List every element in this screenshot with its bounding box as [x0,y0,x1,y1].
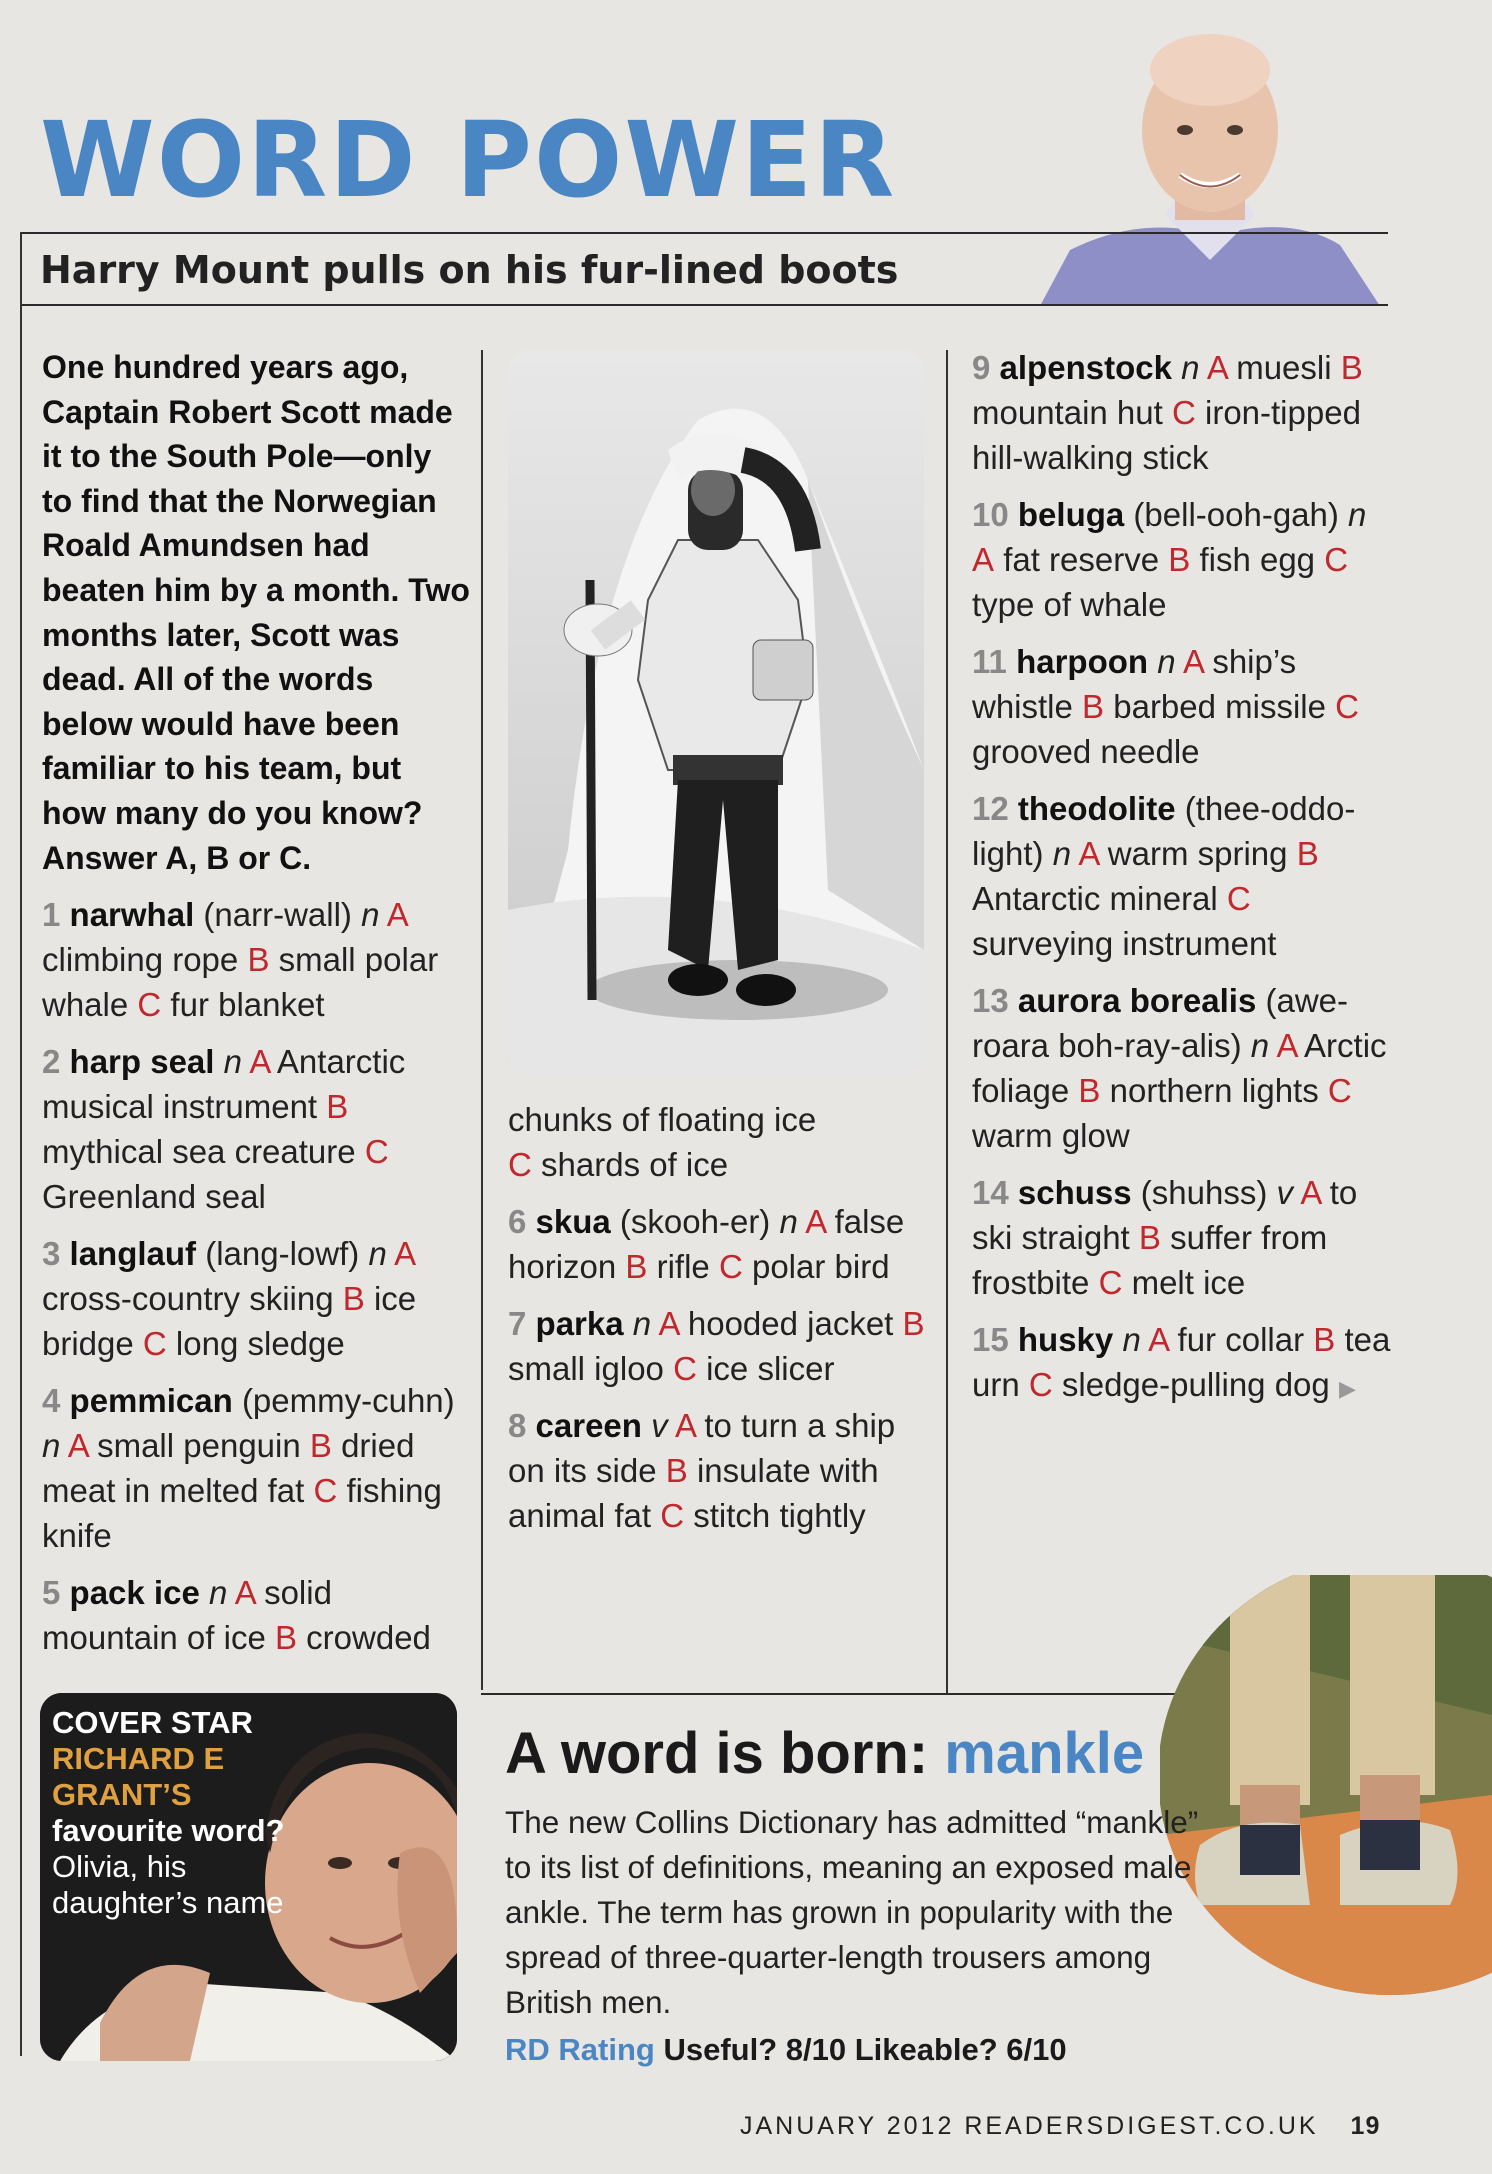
option-b: ice bridge [42,1280,417,1363]
option-letter-b: B [665,1452,688,1489]
intro-text: One hundred years ago, Captain Robert Scott made it to the South Pole—only to find that the Norwegian Roald Amundsen had beaten him by a month. Two months later, Scott was dead. All of the words below would have been familiar to his team, but how many do you know? Answer A, B or C. [42,349,470,876]
option-c: shards of ice [541,1146,729,1183]
option-c: stitch tightly [693,1497,866,1534]
question-pronunciation: (narr-wall) [203,896,352,934]
question-word: beluga [1017,496,1125,533]
question-word: pack ice [69,1574,200,1612]
option-a: warm spring [1107,835,1288,872]
cover-star-text [52,1705,312,1921]
question-number: 12 [972,790,1009,827]
born-word: mankle [944,1721,1145,1786]
question-15 [972,1317,1392,1411]
question-word: careen [535,1407,642,1444]
option-letter-a: A [805,1203,826,1240]
question-word: pemmican [69,1382,233,1420]
option-a: Antarctic musical instrument [42,1043,406,1126]
option-c: surveying instrument [972,925,1277,962]
born-heading-text: A word is born: [505,1721,929,1786]
question-part-of-speech: n [1181,349,1200,386]
option-b: small polar whale [42,941,439,1024]
option-c: warm glow [972,1117,1130,1154]
option-c: grooved needle [972,733,1200,770]
question-number: 11 [972,643,1007,680]
question-part-of-speech: n [632,1305,652,1342]
option-b: tea urn [972,1321,1391,1403]
option-c: long sledge [175,1325,345,1363]
question-part-of-speech: n [1122,1321,1141,1358]
question-pronunciation: (bell-ooh-gah) [1133,496,1339,533]
option-c: polar bird [751,1248,890,1285]
cover-star-box [40,1693,457,2061]
option-c: ice slicer [706,1350,835,1387]
question-7 [508,1301,938,1391]
question-part-of-speech: n [361,896,380,934]
question-word: skua [535,1203,611,1240]
cover-star-label: COVER STAR [52,1705,253,1740]
question-part-of-speech: n [779,1203,798,1240]
question-pronunciation: (pemmy-cuhn) [241,1382,455,1420]
question-part-of-speech: v [651,1407,668,1444]
option-a: to turn a ship on its side [508,1407,896,1489]
question-word: harp seal [69,1043,215,1081]
option-a: false horizon [508,1203,905,1285]
option-b: insulate with animal fat [508,1452,879,1534]
question-3 [42,1231,470,1366]
column-divider-1 [481,350,483,1690]
option-letter-a: A [658,1305,679,1342]
question-word: narwhal [69,896,195,934]
question-part-of-speech: n [1250,1027,1270,1064]
rating-value: Useful? 8/10 Likeable? 6/10 [663,2032,1067,2067]
option-b: small igloo [508,1350,664,1387]
option-letter-a: A [394,1235,415,1273]
option-letter-a: A [67,1427,88,1465]
question-11 [972,639,1392,774]
option-letter-b: B [1168,541,1191,578]
option-letter-b: B [309,1427,332,1465]
footer-date: JANUARY 2012 [740,2112,955,2140]
option-a: hooded jacket [687,1305,894,1342]
option-letter-c: C [1171,394,1196,431]
question-4 [42,1378,470,1558]
option-c: fishing knife [42,1472,442,1555]
option-b: dried meat in melted fat [42,1427,415,1510]
question-5 [42,1570,470,1660]
option-letter-b: B [625,1248,648,1285]
rating-label: RD Rating [505,2032,655,2067]
option-b: mountain hut [972,394,1163,431]
question-part-of-speech: n [1348,496,1367,533]
option-letter-b: B [247,941,270,979]
option-letter-c: C [1335,688,1360,725]
question-pronunciation: (shuhss) [1140,1174,1268,1211]
question-part-of-speech: n [42,1427,61,1465]
option-letter-b: B [902,1305,925,1342]
option-letter-c: C [364,1133,389,1171]
question-number: 4 [42,1382,61,1420]
option-a: fat reserve [1003,541,1160,578]
question-1 [42,892,470,1027]
option-c: sledge-pulling dog [1061,1366,1330,1403]
option-c: Greenland seal [42,1178,266,1216]
question-number: 3 [42,1235,61,1273]
column-2 [508,1097,938,1550]
option-letter-b: B [1313,1321,1336,1358]
cover-star-question: favourite word? [52,1813,285,1848]
option-b: mythical sea creature [42,1133,356,1171]
option-letter-c: C [1098,1264,1123,1301]
option-a: climbing rope [42,941,239,979]
question-word: harpoon [1016,643,1149,680]
column-3 [972,345,1392,1423]
left-margin-line [20,306,22,2056]
option-letter-b: B [1138,1219,1161,1256]
option-letter-a: A [1182,643,1204,680]
option-letter-c: C [1226,880,1251,917]
question-number: 15 [972,1321,1009,1358]
footer-page-number: 19 [1350,2112,1381,2140]
option-letter-c: C [142,1325,167,1363]
question-number: 7 [508,1305,527,1342]
option-letter-b: B [1296,835,1319,872]
option-letter-c: C [1324,541,1349,578]
option-b: suffer from frostbite [972,1219,1328,1301]
footer-site: READERSDIGEST.CO.UK [964,2112,1319,2140]
option-letter-c: C [508,1146,532,1183]
question-pronunciation: (awe-roara boh-ray-alis) [972,982,1349,1064]
question-part-of-speech: n [1052,835,1072,872]
question-part-of-speech: v [1276,1174,1294,1211]
question-number: 2 [42,1043,61,1081]
option-letter-c: C [313,1472,338,1510]
question-number: 14 [972,1174,1009,1211]
question-8 [508,1403,938,1538]
author-portrait [1040,30,1380,306]
option-letter-a: A [1206,349,1228,386]
option-a: muesli [1236,349,1332,386]
question-pronunciation: (skooh-er) [619,1203,771,1240]
option-letter-c: C [673,1350,697,1387]
born-heading [505,1722,1144,1786]
question-5-continued [508,1097,938,1187]
column-divider-2 [946,350,948,1695]
header-rule-bottom [20,304,1388,306]
question-word: theodolite [1017,790,1176,827]
option-letter-b: B [1078,1072,1101,1109]
question-13 [972,978,1392,1158]
option-letter-b: B [326,1088,349,1126]
question-number: 6 [508,1203,527,1240]
question-word: parka [535,1305,624,1342]
cover-star-name: RICHARD E GRANT’S [52,1741,225,1812]
page-title: WORD POWER [40,99,897,221]
question-number: 13 [972,982,1009,1019]
option-letter-a: A [234,1574,255,1612]
page-footer [740,2112,1380,2141]
option-letter-a: A [674,1407,696,1444]
question-word: langlauf [69,1235,197,1273]
option-letter-b: B [1340,349,1363,386]
question-12 [972,786,1392,966]
option-letter-c: C [137,986,162,1024]
question-number: 8 [508,1407,527,1444]
option-b-part2: chunks of floating ice [508,1101,817,1138]
question-2 [42,1039,470,1219]
option-letter-a: A [1148,1321,1169,1358]
option-b: barbed missile [1113,688,1326,725]
question-10 [972,492,1392,627]
option-c: type of whale [972,586,1167,623]
option-a: ship’s whistle [972,643,1297,725]
option-a: to ski straight [972,1174,1358,1256]
question-part-of-speech: n [223,1043,242,1081]
option-letter-c: C [1028,1366,1053,1403]
option-c: melt ice [1131,1264,1246,1301]
question-14 [972,1170,1392,1305]
explorer-photo [508,350,924,1076]
born-text: The new Collins Dictionary has admitted “mankle” to its list of definitions, meaning an exposed male ankle. The term has grown in popularity with the spread of three-quarter-length trousers among British men. [505,1804,1199,2020]
question-part-of-speech: n [208,1574,228,1612]
question-part-of-speech: n [368,1235,387,1273]
option-letter-b: B [342,1280,365,1318]
question-pronunciation: (lang-lowf) [205,1235,360,1273]
option-letter-a: A [249,1043,270,1081]
header-rule-top [20,232,1388,234]
page-subtitle: Harry Mount pulls on his fur-lined boots [40,248,899,292]
option-c: iron-tipped hill-walking stick [972,394,1361,476]
column-1 [42,345,470,1672]
question-number: 9 [972,349,991,386]
rd-rating [505,2028,1067,2072]
option-b-part1: crowded [306,1619,431,1657]
continue-arrow-icon: ▶ [1338,1376,1356,1401]
option-a: cross-country skiing [42,1280,334,1318]
option-a: fur collar [1177,1321,1305,1358]
option-b: fish egg [1199,541,1316,578]
option-a: solid mountain of ice [42,1574,332,1657]
question-word: aurora borealis [1017,982,1257,1019]
option-letter-c: C [1327,1072,1352,1109]
question-6 [508,1199,938,1289]
option-letter-a: A [1300,1174,1321,1211]
option-letter-a: A [1078,835,1099,872]
option-a: Arctic foliage [972,1027,1387,1109]
option-letter-b: B [274,1619,297,1657]
cover-star-answer: Olivia, his daughter’s name [52,1849,284,1920]
option-letter-a: A [972,541,995,578]
option-letter-c: C [660,1497,685,1534]
question-number: 5 [42,1574,61,1612]
question-word: schuss [1017,1174,1132,1211]
question-pronunciation: (thee-oddo-light) [972,790,1356,872]
question-number: 1 [42,896,61,934]
question-number: 10 [972,496,1009,533]
option-c: fur blanket [170,986,325,1024]
born-rule [481,1693,1181,1695]
header-box-left [20,232,22,306]
option-letter-b: B [1082,688,1105,725]
option-b: northern lights [1109,1072,1319,1109]
option-letter-a: A [1276,1027,1297,1064]
option-a: small penguin [97,1427,301,1465]
option-letter-a: A [386,896,407,934]
option-letter-c: C [718,1248,743,1285]
option-b: Antarctic mineral [972,880,1218,917]
question-part-of-speech: n [1157,643,1176,680]
question-word: husky [1017,1321,1114,1358]
question-9 [972,345,1392,480]
question-word: alpenstock [999,349,1172,386]
option-b: rifle [656,1248,710,1285]
